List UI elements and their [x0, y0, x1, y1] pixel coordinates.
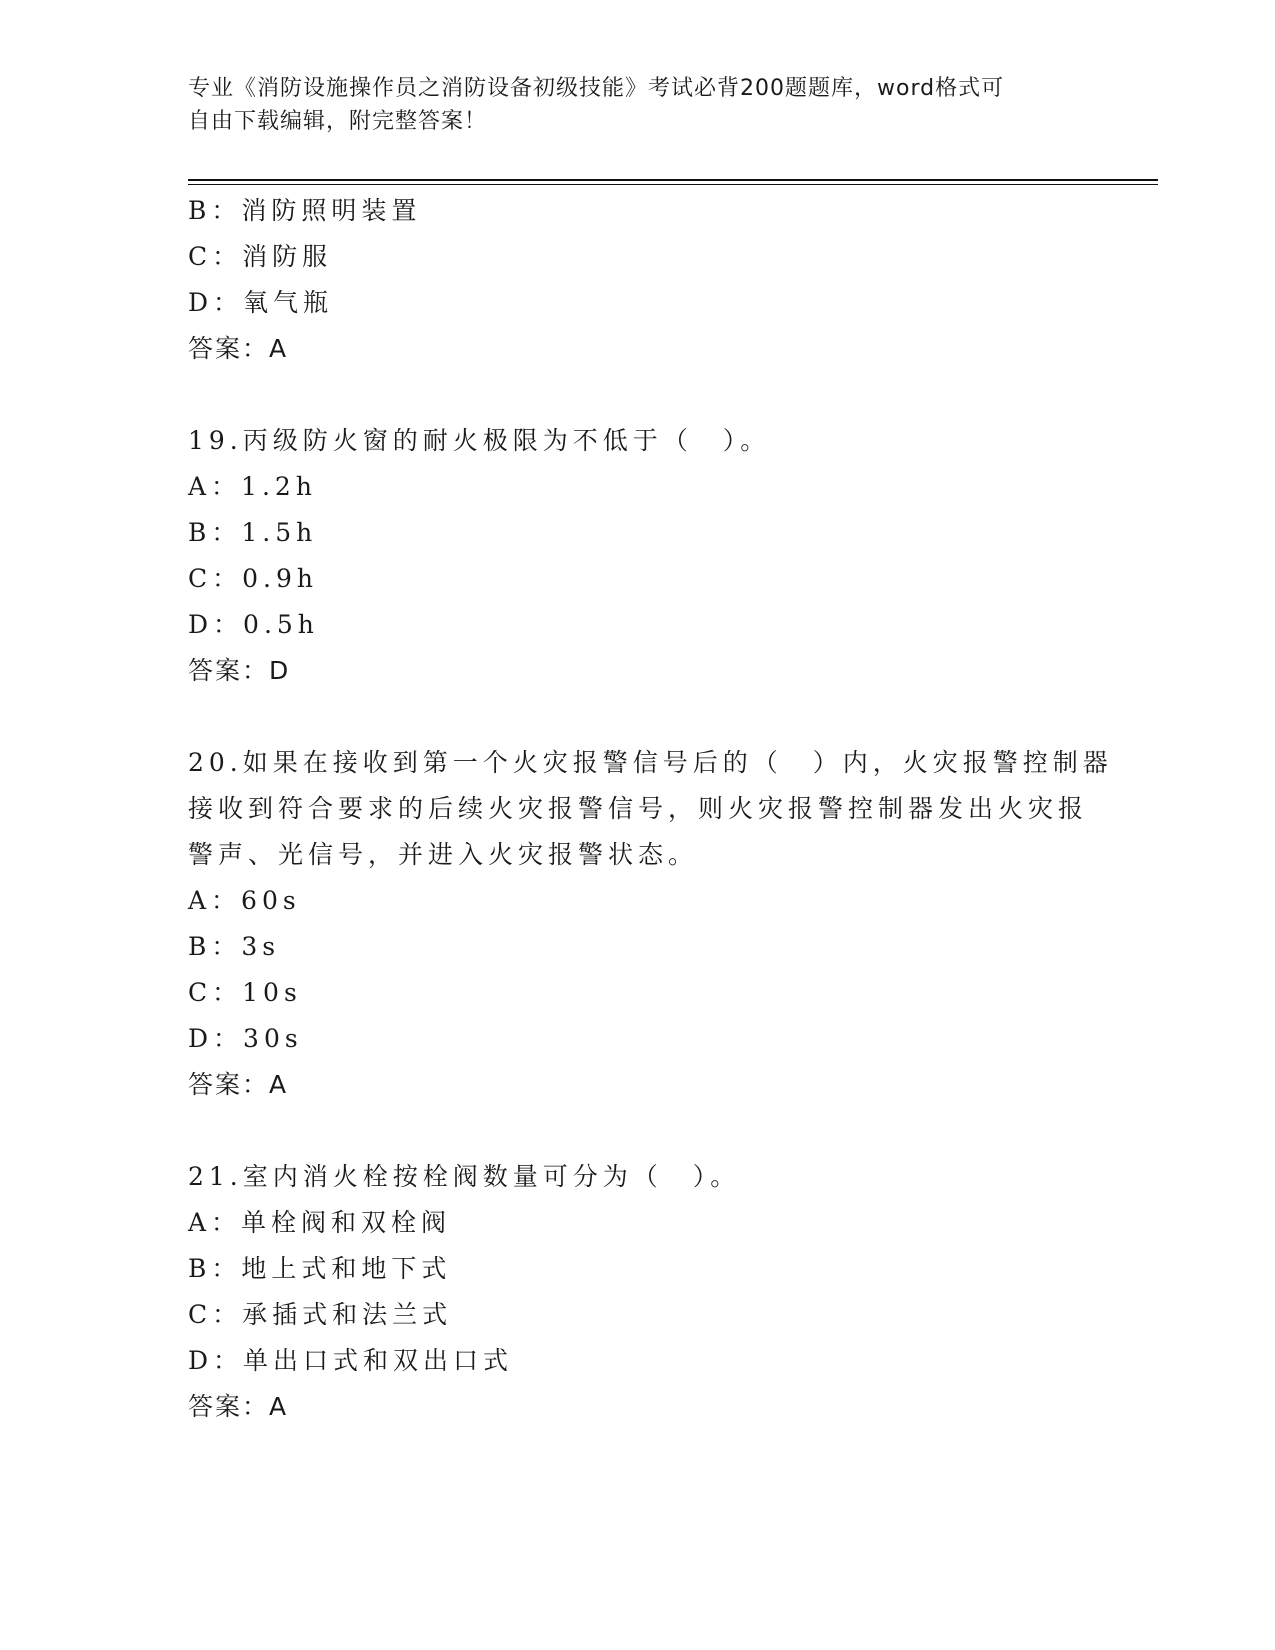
option-d: D：0.5h — [188, 610, 319, 639]
question-list — [188, 188, 1113, 1430]
option-c: C：承插式和法兰式 — [188, 1300, 453, 1329]
stem-line: 警声、光信号，并进入火灾报警状态。 — [188, 840, 699, 869]
question-stem — [188, 740, 1113, 878]
stem-line: 20.如果在接收到第一个火灾报警信号后的（ ）内，火灾报警控制器 — [188, 748, 1113, 777]
spacer — [188, 1108, 1088, 1154]
answer-line: 答案：A — [188, 334, 289, 363]
spacer — [188, 694, 1088, 740]
option-a: A：1.2h — [188, 472, 317, 501]
header-divider-thin — [188, 184, 1158, 185]
document-header — [188, 72, 1088, 138]
option-b: B：3s — [188, 932, 281, 961]
header-line-1: 专业《消防设施操作员之消防设备初级技能》考试必背200题题库，word格式可 — [188, 76, 1005, 101]
option-b: B：地上式和地下式 — [188, 1254, 452, 1283]
option-d: D：氧气瓶 — [188, 288, 334, 317]
question-stem — [188, 1154, 1088, 1200]
question-19 — [188, 418, 1088, 694]
question-stem — [188, 418, 1088, 464]
option-a: A：60s — [188, 886, 301, 915]
question-18-tail — [188, 188, 1088, 372]
question-21 — [188, 1154, 1088, 1430]
answer-line: 答案：A — [188, 1070, 289, 1099]
option-a: A：单栓阀和双栓阀 — [188, 1208, 452, 1237]
option-c: C：10s — [188, 978, 302, 1007]
header-line-2: 自由下载编辑，附完整答案！ — [188, 109, 488, 134]
option-c: C：消防服 — [188, 242, 333, 271]
option-d: D：单出口式和双出口式 — [188, 1346, 514, 1375]
header-divider-thick — [188, 179, 1158, 181]
answer-line: 答案：A — [188, 1392, 289, 1421]
spacer — [188, 372, 1088, 418]
option-b: B：1.5h — [188, 518, 318, 547]
option-c: C：0.9h — [188, 564, 318, 593]
option-b: B：消防照明装置 — [188, 196, 422, 225]
stem-line: 接收到符合要求的后续火灾报警信号，则火灾报警控制器发出火灾报 — [188, 794, 1089, 823]
option-d: D：30s — [188, 1024, 303, 1053]
answer-line: 答案：D — [188, 656, 291, 685]
question-20 — [188, 740, 1113, 1108]
stem-line: 21.室内消火栓按栓阀数量可分为（ ）。 — [188, 1162, 741, 1191]
stem-line: 19.丙级防火窗的耐火极限为不低于（ ）。 — [188, 426, 771, 455]
